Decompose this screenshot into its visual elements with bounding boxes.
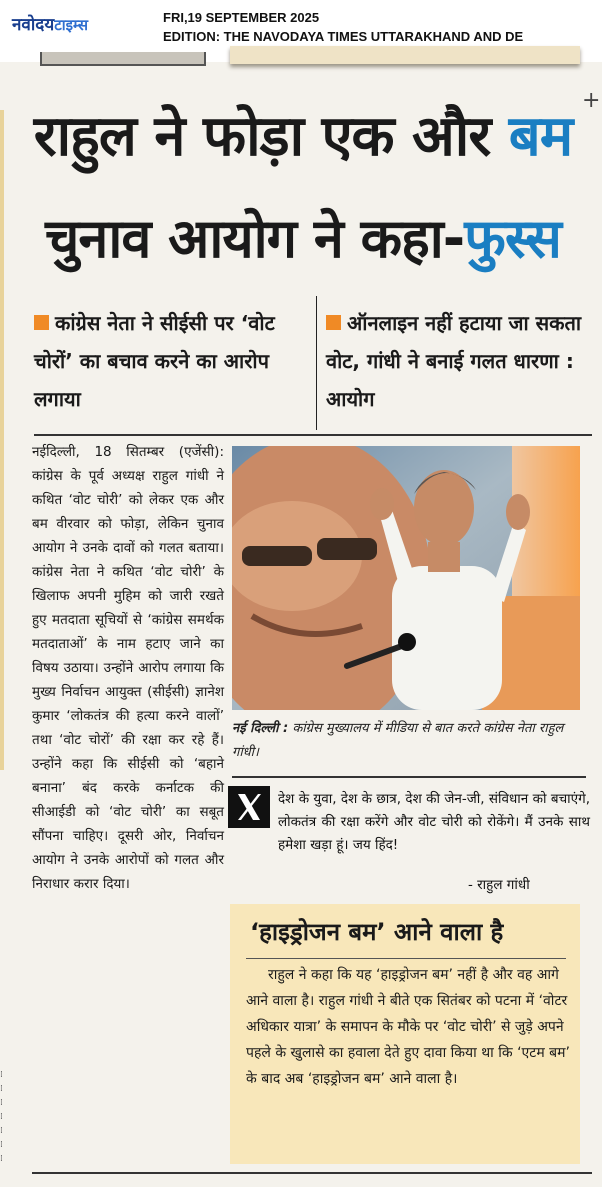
headline-2-text: चुनाव आयोग ने कहा- [45, 207, 465, 270]
crop-plus-icon: + [582, 88, 601, 113]
logo-sub: टाइम्स [54, 16, 89, 34]
section-rule [232, 776, 586, 778]
box-text: राहुल ने कहा कि यह ‘हाइड्रोजन बम’ नहीं है और वह आगे आने वाला है। राहुल गांधी ने बीते एक सितंबर को पटना में ‘वोटर अधिकार यात्रा’ के समापन के मौके पर ‘वोट चोरी’ से जुड़े अपने पहले के खुलासे का हवाला देते हुए दावा किया था कि ‘एटम बम’ के बाद अब ‘हाइड्रोजन बम’ आने वाला है। [246, 967, 570, 1087]
article-text: कांग्रेस के पूर्व अध्यक्ष राहुल गांधी ने कथित ‘वोट चोरी’ को लेकर एक और बम वीरवार को फोड़ा, लेकिन चुनाव आयोग ने उनके दावों को गलत बताया। कांग्रेस नेता ने कथित ‘वोट चोरी’ के खिलाफ अपनी मुहिम को जारी रखते हुए मतदाता सूचियों से ‘कांग्रेस समर्थक मतदाताओं’ के नाम हटाए जाने का विषय उठाया। उन्होंने आरोप लगाया कि मुख्य निर्वाचन आयुक्त (सीईसी) ज्ञानेश कुमार ‘लोकतंत्र की हत्या करने वालों’ तथा ‘वोट चोरों’ की रक्षा कर रहे हैं। उन्होंने कहा कि सीईसी को ‘बहाने बनाना’ बंद करके कर्नाटक की सीआईडी को ‘वोट चोरी’ का सबूत सौंपना चाहिए। दूसरी ओर, निर्वाचन आयोग ने उनके आरोपों को गलत और निराधार करार दिया। [32, 468, 224, 892]
subhead-left-text: कांग्रेस नेता ने सीईसी पर ‘वोट चोरों’ का बचाव करने का आरोप लगाया [34, 311, 275, 411]
news-photo [232, 446, 580, 710]
headline-1-accent: बम [508, 104, 573, 169]
column-divider [316, 296, 317, 430]
margin-marks: ⁞ ⁞ ⁞ ⁞ ⁞ ⁞ ⁞ [0, 1070, 3, 1164]
subhead-left [34, 304, 310, 418]
box-title: ‘हाइड्रोजन बम’ आने वाला है [250, 918, 504, 946]
issue-date: FRI,19 SEPTEMBER 2025 [163, 10, 320, 25]
headline-2-accent: फुस्स [464, 207, 561, 270]
adjacent-clip-edge [230, 46, 580, 64]
bullet-square-icon [34, 315, 49, 330]
x-logo-icon [228, 786, 270, 828]
logo-main: नवोदय [12, 15, 55, 35]
headline-1-text: राहुल ने फोड़ा एक और [33, 104, 509, 169]
page-edge-strip [0, 110, 4, 770]
adjacent-clip-edge [40, 52, 206, 66]
article-body [32, 440, 224, 896]
subhead-right-text: ऑनलाइन नहीं हटाया जा सकता वोट, गांधी ने बनाई गलत धारणा : आयोग [326, 311, 582, 411]
edition-meta [163, 8, 523, 46]
photo-illustration [232, 446, 580, 710]
dateline: नईदिल्ली, 18 सितम्बर (एजेंसी): [32, 444, 224, 460]
section-rule [34, 434, 592, 436]
newspaper-logo [12, 12, 88, 35]
x-mark [228, 786, 270, 828]
subhead-right [326, 304, 596, 418]
tweet-text: देश के युवा, देश के छात्र, देश की जेन-जी, संविधान को बचाएंगे, लोकतंत्र की रक्षा करेंगे और वोट चोरी को रोकेंगे। मैं उनके साथ हमेशा खड़ा हूं। जय हिंद! [278, 791, 590, 853]
box-title-rule [246, 958, 566, 959]
headline-line-2 [18, 200, 588, 278]
bullet-square-icon [326, 315, 341, 330]
headline-line-1 [18, 98, 588, 176]
tweet-author: - राहुल गांधी [468, 877, 530, 893]
photo-caption [232, 717, 582, 765]
bottom-rule [32, 1172, 592, 1174]
edition-name: EDITION: THE NAVODAYA TIMES UTTARAKHAND AND DE [163, 29, 524, 44]
caption-text: कांग्रेस मुख्यालय में मीडिया से बात करते कांग्रेस नेता राहुल गांधी। [232, 721, 564, 760]
caption-place: नई दिल्ली : [232, 721, 289, 736]
